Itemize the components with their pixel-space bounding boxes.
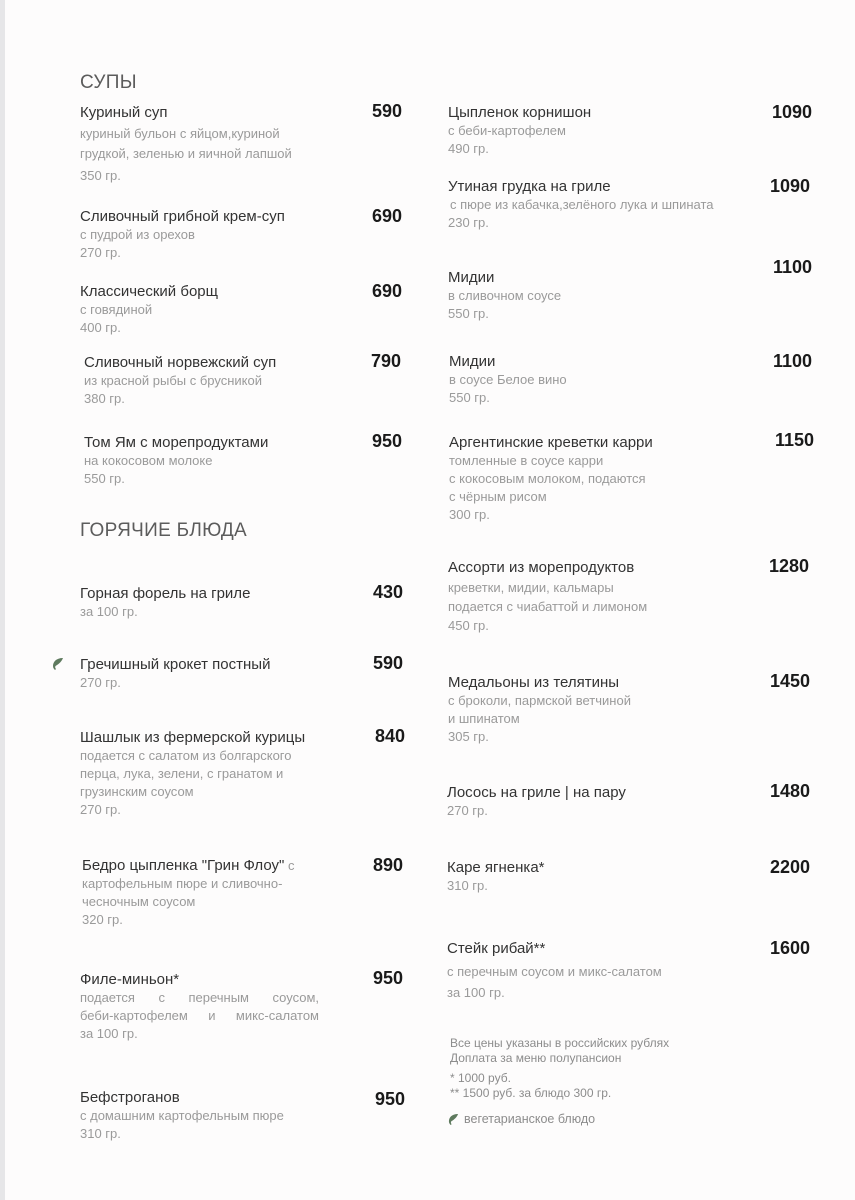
item-weight: 270 гр. — [447, 803, 488, 818]
item-weight: 305 гр. — [448, 729, 489, 744]
leaf-icon — [52, 657, 64, 671]
item-weight: 550 гр. — [448, 306, 489, 321]
menu-item — [449, 434, 653, 524]
item-price: 950 — [375, 1089, 406, 1109]
item-name: Гречишный крокет постный — [80, 656, 271, 673]
menu-item — [80, 208, 285, 262]
item-desc: с пюре из кабачка,зелёного лука и шпината — [450, 197, 714, 212]
menu-item — [448, 104, 591, 158]
item-weight: 400 гр. — [80, 320, 121, 335]
item-name: Бефстроганов — [80, 1089, 180, 1106]
menu-item — [80, 1089, 284, 1143]
item-price: 590 — [373, 653, 404, 673]
item-name: Цыпленок корнишон — [448, 104, 592, 121]
item-price: 1600 — [770, 938, 811, 958]
note-currency: Все цены указаны в российских рублях — [450, 1036, 670, 1050]
section-title-hot-dishes: ГОРЯЧИЕ БЛЮДА — [80, 520, 247, 541]
menu-item — [80, 729, 305, 819]
item-price: 1090 — [770, 176, 811, 196]
menu-item — [82, 857, 294, 929]
menu-item — [80, 656, 270, 692]
leaf-icon — [448, 1113, 459, 1126]
note-single-asterisk: * 1000 руб. — [450, 1071, 511, 1085]
item-name: Каре ягненка* — [447, 859, 545, 876]
menu-item — [84, 354, 276, 408]
item-desc: с домашним картофельным пюре — [80, 1108, 284, 1123]
item-desc: перца, лука, зелени, с гранатом и — [80, 766, 284, 781]
item-desc: креветки, мидии, кальмары — [448, 580, 614, 595]
item-name: Стейк рибай** — [447, 940, 546, 957]
item-price: 950 — [372, 431, 403, 451]
price-notes — [450, 1036, 669, 1101]
item-weight: 380 гр. — [84, 391, 125, 406]
item-desc: картофельным пюре и сливочно- — [82, 876, 283, 891]
item-desc: из красной рыбы с брусникой — [84, 373, 263, 388]
item-price: 430 — [373, 582, 404, 602]
section-title-soups: СУПЫ — [80, 72, 137, 93]
item-weight: 270 гр. — [80, 802, 121, 817]
item-name-suffix: с — [284, 858, 295, 873]
item-desc: подается с салатом из болгарского — [80, 748, 292, 763]
item-price: 840 — [375, 726, 406, 746]
item-price: 1150 — [775, 430, 815, 450]
menu-item — [449, 353, 567, 407]
item-weight: за 100 гр. — [80, 604, 138, 619]
item-name: Сливочный норвежский суп — [84, 354, 277, 371]
item-name: Горная форель на гриле — [80, 585, 251, 602]
item-name: Аргентинские креветки карри — [449, 434, 653, 451]
menu-item — [447, 859, 545, 895]
item-weight: 270 гр. — [80, 245, 121, 260]
note-half-board: Доплата за меню полупансион — [450, 1051, 622, 1065]
item-name: Бедро цыпленка "Грин Флоу" — [82, 857, 285, 874]
item-weight: 490 гр. — [448, 141, 489, 156]
menu-item — [80, 283, 218, 337]
item-price: 1090 — [772, 102, 813, 122]
menu-item — [448, 674, 631, 746]
item-name: Медальоны из телятины — [448, 674, 620, 691]
item-name: Лосось на гриле | на пару — [447, 784, 626, 801]
item-desc: с пудрой из орехов — [80, 227, 195, 242]
item-weight: 310 гр. — [80, 1126, 121, 1141]
item-desc: с чёрным рисом — [449, 489, 547, 504]
item-weight: 320 гр. — [82, 912, 123, 927]
item-desc: грудкой, зеленью и яичной лапшой — [80, 146, 292, 161]
item-name: Мидии — [449, 353, 496, 370]
item-name: Ассорти из морепродуктов — [448, 559, 635, 576]
menu-item — [448, 269, 561, 323]
item-name: Утиная грудка на гриле — [448, 178, 611, 195]
item-desc: и шпинатом — [448, 711, 520, 726]
item-price: 1100 — [773, 257, 813, 277]
item-desc: с броколи, пармской ветчиной — [448, 693, 631, 708]
item-weight: 310 гр. — [447, 878, 488, 893]
item-desc: с перечным соусом и микс-салатом — [447, 964, 662, 979]
item-price: 690 — [372, 206, 403, 226]
item-desc: подается с чиабаттой и лимоном — [448, 599, 648, 614]
item-name: Филе-миньон* — [80, 971, 180, 988]
page-edge — [0, 0, 5, 1200]
item-desc: подается с перечным соусом, — [80, 990, 319, 1005]
item-name: Шашлык из фермерской курицы — [80, 729, 306, 746]
item-desc: в сливочном соусе — [448, 288, 562, 303]
item-desc: в соусе Белое вино — [449, 372, 567, 387]
item-desc: с говядиной — [80, 302, 153, 317]
item-name: Том Ям с морепродуктами — [84, 434, 269, 451]
item-weight: 550 гр. — [449, 390, 490, 405]
item-weight: за 100 гр. — [80, 1026, 138, 1041]
item-weight: за 100 гр. — [447, 985, 505, 1000]
item-weight: 350 гр. — [80, 168, 121, 183]
item-weight: 450 гр. — [448, 618, 489, 633]
item-price: 1480 — [770, 781, 811, 801]
menu-item — [447, 940, 662, 1003]
item-weight: 270 гр. — [80, 675, 121, 690]
menu-item — [80, 585, 250, 621]
item-price: 790 — [371, 351, 402, 371]
menu-item — [80, 104, 330, 185]
item-price: 690 — [372, 281, 403, 301]
item-price: 890 — [373, 855, 404, 875]
item-name: Куриный суп — [80, 104, 168, 121]
item-name: Сливочный грибной крем-суп — [80, 208, 285, 225]
menu-item — [448, 559, 647, 635]
item-desc: грузинским соусом — [80, 784, 194, 799]
item-price: 1100 — [773, 351, 813, 371]
item-desc: с кокосовым молоком, подаются — [449, 471, 646, 486]
menu-item — [80, 971, 319, 1043]
item-price: 950 — [373, 968, 404, 988]
item-weight: 550 гр. — [84, 471, 125, 486]
item-price: 590 — [372, 101, 403, 121]
item-desc: беби-картофелем и микс-салатом — [80, 1008, 319, 1023]
item-desc: на кокосовом молоке — [84, 453, 213, 468]
item-weight: 300 гр. — [449, 507, 490, 522]
legend-label: вегетарианское блюдо — [464, 1112, 596, 1126]
item-desc: куриный бульон с яйцом,куриной — [80, 126, 280, 141]
item-name: Мидии — [448, 269, 495, 286]
item-price: 1450 — [770, 671, 811, 691]
item-name: Классический борщ — [80, 283, 218, 300]
item-desc: с беби-картофелем — [448, 123, 566, 138]
item-weight: 230 гр. — [448, 215, 489, 230]
item-desc: чесночным соусом — [82, 894, 196, 909]
item-price: 2200 — [770, 857, 811, 877]
vegetarian-legend — [448, 1112, 595, 1126]
menu-item — [84, 434, 268, 488]
item-desc: томленные в соусе карри — [449, 453, 604, 468]
menu-item — [447, 784, 626, 820]
note-double-asterisk: ** 1500 руб. за блюдо 300 гр. — [450, 1086, 612, 1100]
item-price: 1280 — [769, 556, 810, 576]
menu-item — [448, 178, 714, 232]
